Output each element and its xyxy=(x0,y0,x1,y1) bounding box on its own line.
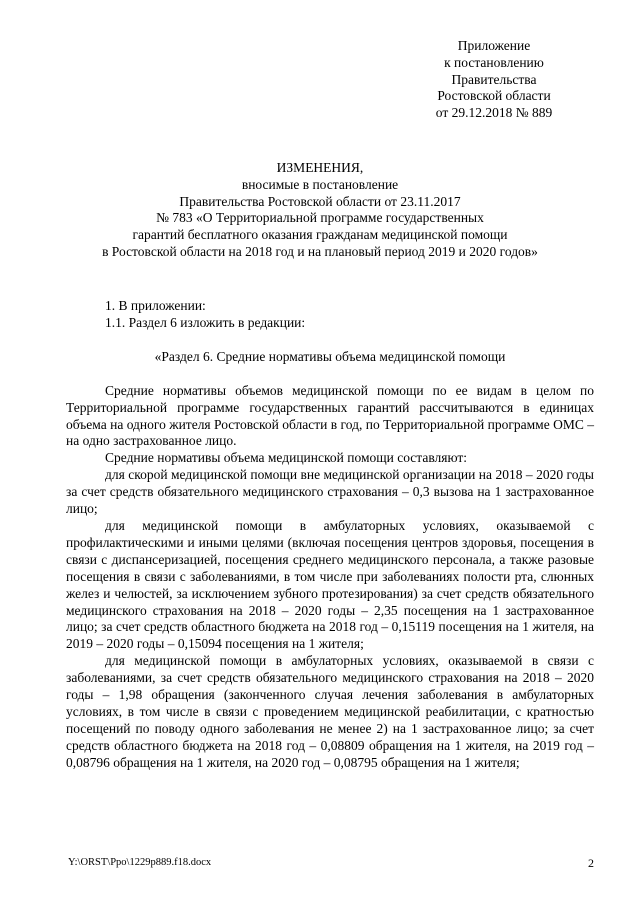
document-heading xyxy=(60,160,580,261)
section-title: «Раздел 6. Средние нормативы объема медицинской помощи xyxy=(154,348,506,364)
annex-line: от 29.12.2018 № 889 xyxy=(435,105,553,121)
paragraph-norms-intro: Средние нормативы объемов медицинской помощи по ее видам в целом по Территориальной программе государственных гарантий рассчитываются в единицах объема на одного жителя Ростовской области в год, по Территориальной программе ОМС – на одно застрахованное лицо. xyxy=(66,382,594,449)
paragraph-norms-list-intro: Средние нормативы объема медицинской помощи составляют: xyxy=(105,450,468,466)
paragraph-outpatient-disease: для медицинской помощи в амбулаторных условиях, оказываемой в связи с заболеваниями, за счет средств обязательного медицинского страхования на 2018 – 2020 годы – 1,98 обращения (законченного случая лечения заболевания в амбулаторных условиях, в том числе в связи с проведением медицинской реабилитации, с кратностью посещений по поводу одного заболевания не менее 2) на 1 застрахованное лицо; за счет средств областного бюджета на 2018 год – 0,08809 обращения на 1 жителя, на 2019 год – 0,08796 обращения на 1 жителя, на 2020 год – 0,08795 обращения на 1 жителя; xyxy=(66,653,594,770)
item-1: 1. В приложении: xyxy=(105,298,206,313)
heading-line: в Ростовской области на 2018 год и на плановый период 2019 и 2020 годов» xyxy=(102,243,538,259)
annex-line: Приложение xyxy=(457,38,531,53)
heading-line: вносимые в постановление xyxy=(241,176,399,192)
heading-line: гарантий бесплатного оказания гражданам медицинской помощи xyxy=(132,227,508,243)
annex-line: Правительства xyxy=(451,71,537,87)
paragraph-outpatient-preventive: для медицинской помощи в амбулаторных условиях, оказываемой с профилактическими и иными целями (включая посещения центров здоровья, посещения в связи с диспансеризацией, посещения среднего медицинского персонала, а также разовые посещения в связи с заболеваниями, в том числе при заболеваниях полости рта, слюнных желез и челюстей, за исключением зубного протезирования) за счет средств обязательного медицинского страхования на 2018 – 2020 годы – 2,35 посещения на 1 застрахованное лицо; за счет средств областного бюджета на 2018 год – 0,15119 посещения на 1 жителя, на 2019 – 2020 годы – 0,15094 посещения на 1 жителя; xyxy=(66,517,594,652)
annex-block xyxy=(406,38,582,122)
annex-line: Ростовской области xyxy=(437,88,551,104)
heading-title: ИЗМЕНЕНИЯ, xyxy=(276,160,364,175)
page-number: 2 xyxy=(588,856,594,870)
item-1-1: 1.1. Раздел 6 изложить в редакции: xyxy=(105,314,306,330)
paragraph-emergency-care: для скорой медицинской помощи вне медицинской организации на 2018 – 2020 годы за счет средств обязательного медицинского страхования – 0,3 вызова на 1 застрахованное лицо; xyxy=(66,467,594,517)
heading-line: № 783 «О Территориальной программе государственных xyxy=(156,210,484,226)
annex-line: к постановлению xyxy=(444,54,544,70)
document-body xyxy=(66,298,594,772)
heading-line: Правительства Ростовской области от 23.11.2017 xyxy=(179,193,461,209)
footer-file-path: Y:\ORST\Ppo\1229p889.f18.docx xyxy=(68,857,212,868)
